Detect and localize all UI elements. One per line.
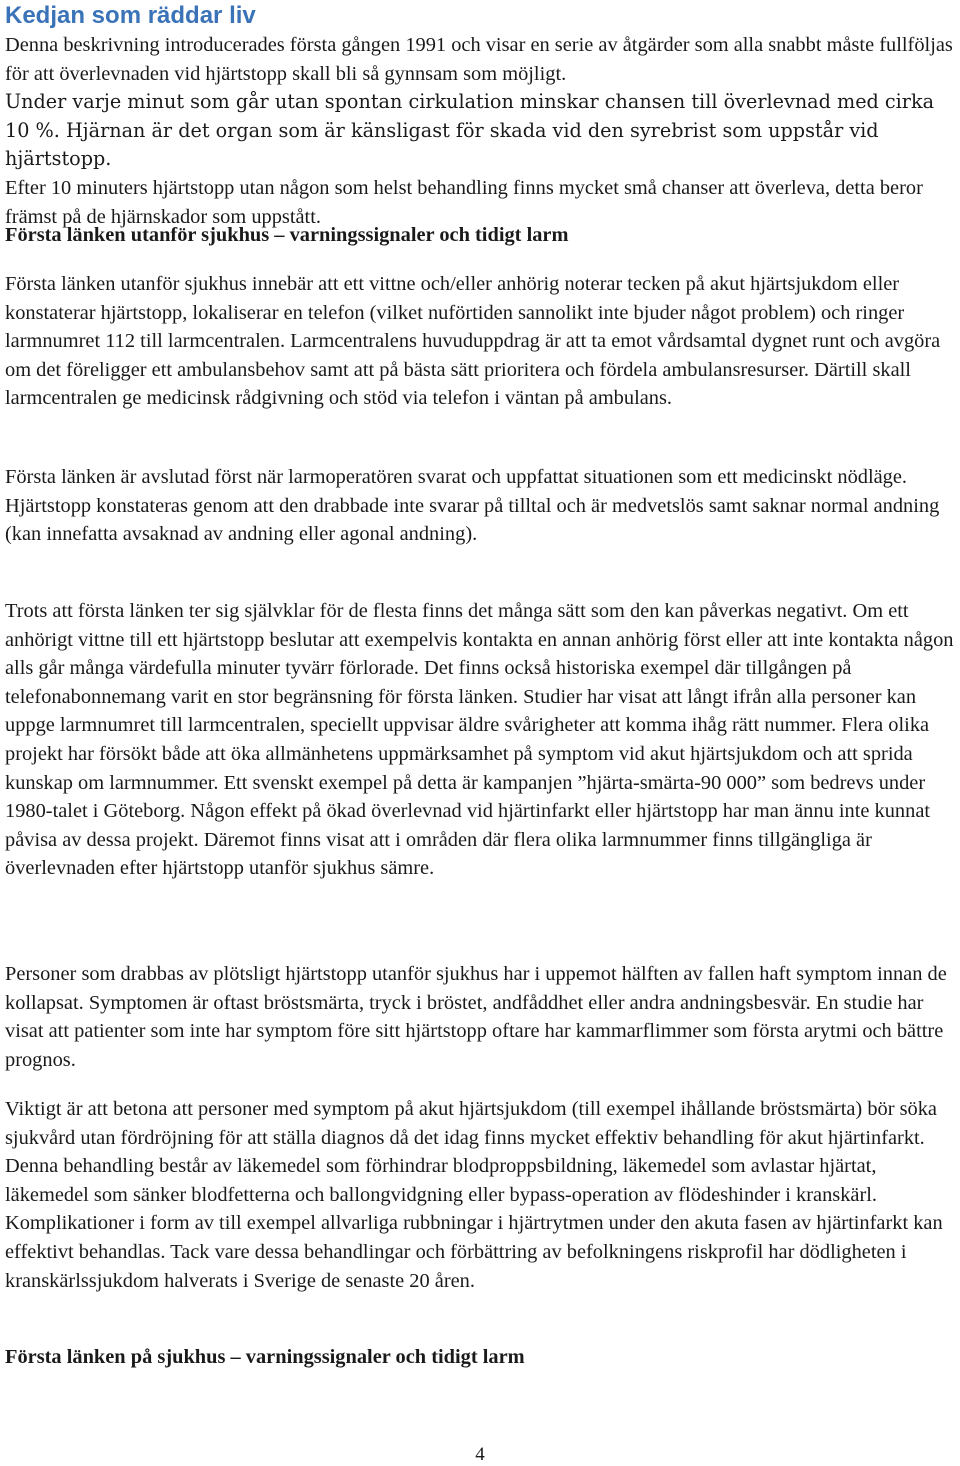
intro-paragraph-part-3: Efter 10 minuters hjärtstopp utan någon som helst behandling finns mycket små chanser att överleva, detta beror främst på de hjärnskador som uppstått. [5,176,923,228]
page-number: 4 [475,1444,485,1465]
section-heading-in-hospital: Första länken på sjukhus – varningssignaler och tidigt larm [5,1346,525,1368]
body-paragraph: Trots att första länken ter sig självklar för de flesta finns det många sätt som den kan påverkas negativt. Om ett anhörigt vittne till ett hjärtstopp beslutar att exempelvis kontakta en annan anhörig först eller att inte kontakta någon alls går många värdefulla minuter tyvärr förlorade. Det finns också historiska exempel där tillgången på telefonabonnemang varit en stor begränsning för första länken. Studier har visat att långt ifrån alla personer kan uppge larmnumret till larmcentralen, speciellt uppvisar äldre svårigheter att komma ihåg rätt nummer. Flera olika projekt har försökt både att öka allmänhetens uppmärksamhet på symptom vid akut hjärtsjukdom och att sprida kunskap om larmnummer. Ett svenskt exempel på detta är kampanjen ”hjärta-smärta-90 000” som bedrevs under 1980-talet i Göteborg. Någon effekt på ökad överlevnad vid hjärtinfarkt eller hjärtstopp har man ännu inte kunnat påvisa av dessa projekt. Däremot finns visat att i områden där flera olika larmnummer finns tillgängliga är överlevnaden efter hjärtstopp utanför sjukhus sämre. [5,600,954,880]
body-paragraph: Första länken är avslutad först när larmoperatören svarat och uppfattat situationen som ett medicinskt nödläge. Hjärtstopp konstateras genom att den drabbade inte svarar på tilltal och är medvetslös samt saknar normal andning (kan innefatta avsaknad av andning eller agonal andning). [5,466,940,546]
body-paragraph: Personer som drabbas av plötsligt hjärtstopp utanför sjukhus har i uppemot hälften av fallen haft symptom innan de kollapsat. Symptomen är oftast bröstsmärta, tryck i bröstet, andfåddhet eller andra andningsbesvär. En studie har visat att patienter som inte har symptom före sitt hjärtstopp oftare har kammarflimmer som första arytmi och bättre prognos. [5,963,947,1071]
intro-paragraph-part-2: Under varje minut som går utan spontan cirkulation minskar chansen till överlevnad med cirka 10 %. Hjärnan är det organ som är känsligast för skada vid den syrebrist som uppstår vid hjärtstopp. [5,90,935,171]
intro-paragraph-part-1: Denna beskrivning introducerades första gången 1991 och visar en serie av åtgärder som alla snabbt måste fullföljas för att överlevnaden vid hjärtstopp skall bli så gynnsam som möjligt. [5,34,953,85]
body-paragraph: Viktigt är att betona att personer med symptom på akut hjärtsjukdom (till exempel ihållande bröstsmärta) bör söka sjukvård utan fördröjning för att ställa diagnos då det idag finns mycket effektiv behandling för akut hjärtinfarkt. Denna behandling består av läkemedel som förhindrar blodproppsbildning, läkemedel som avlastar hjärtat, läkemedel som sänker blodfetterna och ballongvidgning eller bypass-operation av flödeshinder i kranskärl. Komplikationer i form av till exempel allvarliga rubbningar i hjärtrytmen under den akuta fasen av hjärtinfarkt kan effektivt behandlas. Tack vare dessa behandlingar och förbättring av befolkningens riskprofil har dödligheten i kranskärlssjukdom halverats i Sverige de senaste 20 åren. [5,1098,943,1292]
section-heading-outside-hospital: Första länken utanför sjukhus – varningssignaler och tidigt larm [5,224,569,246]
intro-block [5,0,955,231]
document-title: Kedjan som räddar liv [5,2,256,29]
body-paragraph: Första länken utanför sjukhus innebär att ett vittne och/eller anhörig noterar tecken på akut hjärtsjukdom eller konstaterar hjärtstopp, lokaliserar en telefon (vilket nuförtiden sannolikt inte bjuder något problem) och ringer larmnumret 112 till larmcentralen. Larmcentralens huvuduppdrag är att ta emot vårdsamtal dygnet runt och avgöra om det föreligger ett ambulansbehov samt att på bästa sätt prioritera och fördela ambulansresurser. Därtill skall larmcentralen ge medicinsk rådgivning och stöd via telefon i väntan på ambulans. [5,273,941,410]
